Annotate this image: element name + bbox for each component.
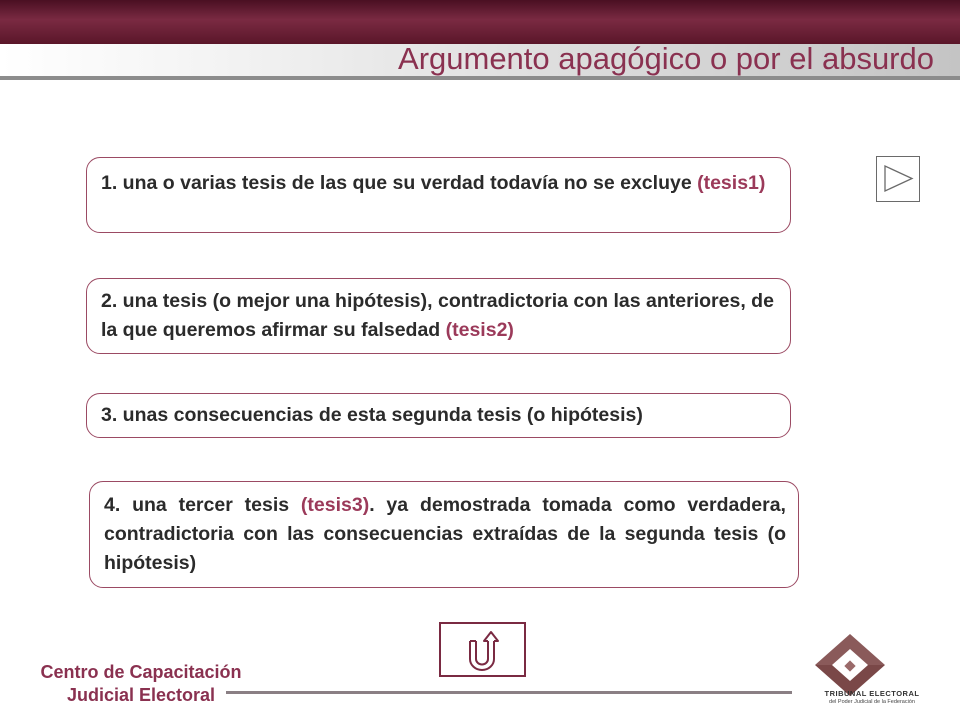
back-button[interactable] <box>439 622 526 677</box>
thesis-box-4 <box>89 481 799 588</box>
next-button[interactable] <box>876 156 920 202</box>
thesis-4-highlight: (tesis3) <box>300 494 370 516</box>
thesis-1-text: 1. una o varias tesis de las que su verdad todavía no se excluye <box>101 172 698 194</box>
top-banner <box>0 0 960 44</box>
thesis-box-3 <box>86 393 791 438</box>
thesis-2-highlight: (tesis2) <box>445 319 514 341</box>
u-turn-arrow-icon <box>441 624 524 675</box>
footer-line-2: Judicial Electoral <box>66 685 216 705</box>
thesis-4-pre: 4. una tercer tesis <box>104 494 301 516</box>
logo-subtitle: del Poder Judicial de la Federación <box>829 699 915 705</box>
play-triangle-icon <box>877 157 918 200</box>
thesis-2-text: 2. una tesis (o mejor una hipótesis), contradictoria con las anteriores, de la que queremos afirmar su falsedad <box>101 290 774 341</box>
footer-organization <box>30 661 252 707</box>
footer-line-1: Centro de Capacitación <box>40 662 242 682</box>
thesis-box-1 <box>86 157 791 233</box>
logo-title: TRIBUNAL ELECTORAL <box>824 689 920 698</box>
thesis-1-highlight: (tesis1) <box>697 172 766 194</box>
thesis-3-text: 3. unas consecuencias de esta segunda tesis (o hipótesis) <box>101 404 643 426</box>
page-title: Argumento apagógico o por el absurdo <box>398 41 934 76</box>
thesis-box-2 <box>86 278 791 354</box>
footer-divider <box>226 691 792 694</box>
thesis-4-post: . ya demostrada tomada como verdadera, contradictoria con las consecuencias extraídas de la segunda tesis (o hipótesis) <box>104 494 786 574</box>
